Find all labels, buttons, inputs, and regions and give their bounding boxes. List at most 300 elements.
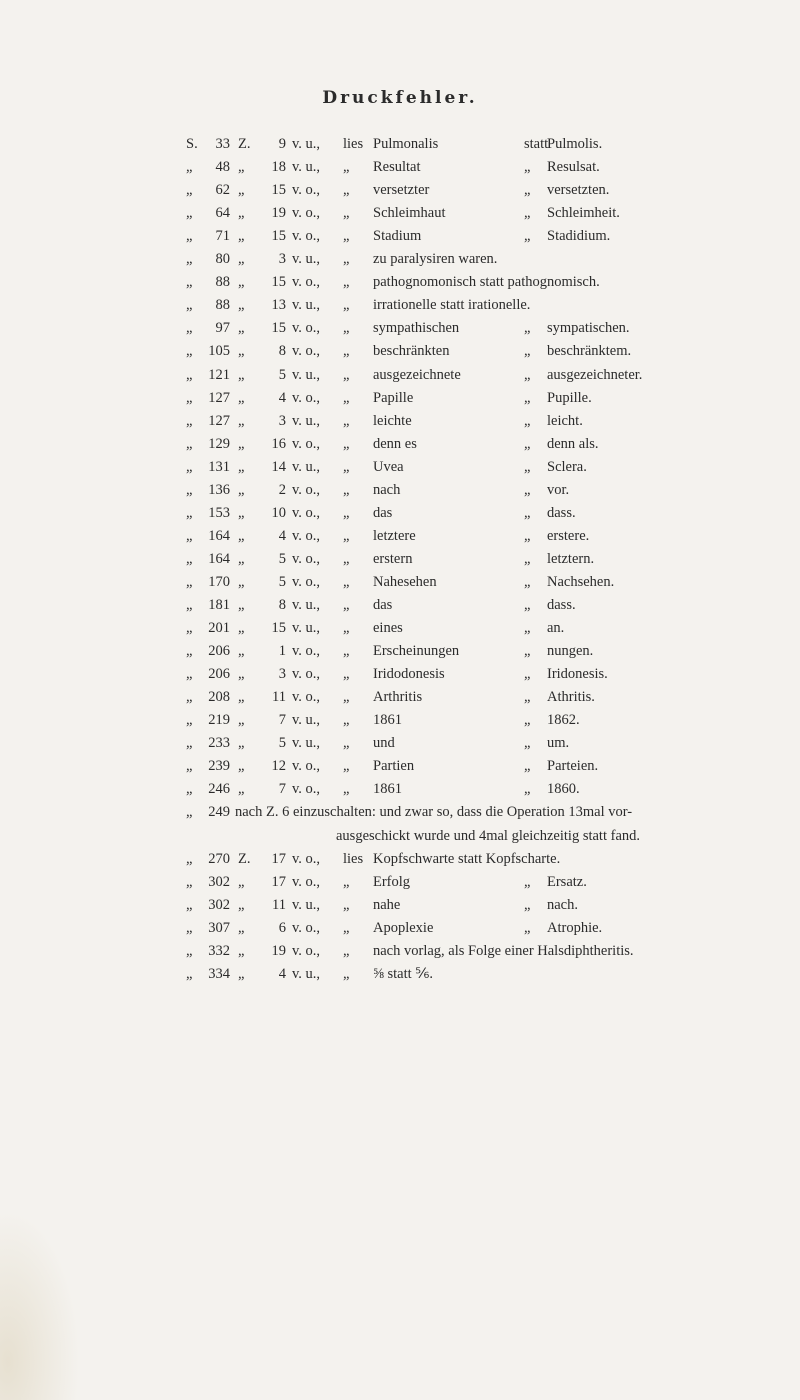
paper-stain — [0, 1210, 80, 1400]
ref-prefix: „ — [186, 435, 193, 452]
ref-prefix: „ — [186, 781, 193, 798]
line-direction: v. o., — [292, 274, 321, 291]
ref-prefix: „ — [186, 228, 193, 245]
ref-prefix: „ — [186, 458, 193, 475]
erroneous-text: sympatischen. — [547, 320, 630, 337]
ref-prefix: „ — [186, 343, 193, 360]
statt-marker: „ — [524, 481, 531, 498]
page-number: 164 — [208, 527, 230, 544]
line-direction: v. o., — [292, 573, 321, 590]
correct-text: Erfolg — [373, 873, 411, 890]
correct-text: Papille — [373, 389, 414, 406]
erratum-row — [0, 872, 800, 892]
ref-prefix: „ — [186, 297, 193, 314]
lies-marker: „ — [343, 942, 350, 959]
lies-marker: „ — [343, 781, 350, 798]
correct-text: Schleimhaut — [373, 205, 446, 222]
erratum-row — [0, 503, 800, 523]
page-number: 206 — [208, 666, 230, 683]
lies-marker: „ — [343, 873, 350, 890]
erratum-row — [0, 595, 800, 615]
page-number: 80 — [215, 251, 230, 268]
erratum-row — [0, 941, 800, 961]
correct-text: Apoplexie — [373, 919, 434, 936]
lies-marker: „ — [343, 919, 350, 936]
correct-text: sympathischen — [373, 320, 460, 337]
erratum-row — [0, 388, 800, 408]
erroneous-text: dass. — [547, 597, 576, 613]
statt-marker: „ — [524, 550, 531, 567]
line-marker: „ — [238, 527, 245, 544]
statt-marker: „ — [524, 389, 531, 406]
correct-text: Resultat — [373, 159, 421, 176]
line-marker: „ — [238, 205, 245, 222]
lies-marker: „ — [343, 620, 350, 637]
correct-text: beschränkten — [373, 343, 450, 360]
line-number: 15 — [271, 320, 286, 337]
erratum-row — [0, 895, 800, 915]
page-number: 48 — [215, 159, 230, 176]
line-direction: v. u., — [292, 136, 321, 152]
correct-text: eines — [373, 620, 403, 637]
ref-prefix: „ — [186, 735, 193, 752]
erratum-row — [0, 157, 800, 177]
correct-text: 1861 — [373, 712, 402, 729]
line-number: 10 — [271, 504, 286, 521]
continuation-text: ausgeschickt wurde und 4mal gleichzeitig statt fand. — [336, 827, 641, 844]
erratum-row — [0, 572, 800, 592]
ref-prefix: „ — [186, 504, 193, 521]
line-number: 5 — [278, 366, 286, 383]
ref-prefix: „ — [186, 366, 193, 383]
lies-marker: „ — [343, 896, 350, 913]
ref-prefix: „ — [186, 274, 193, 291]
erroneous-text: leicht. — [547, 412, 583, 429]
line-number: 17 — [271, 850, 286, 867]
lies-marker: „ — [343, 228, 350, 245]
line-marker: „ — [238, 620, 245, 637]
page-number: 302 — [208, 873, 230, 890]
correct-text: letztere — [373, 527, 416, 544]
correct-text: Arthritis — [373, 689, 423, 706]
erroneous-text: denn als. — [547, 435, 599, 452]
ref-prefix: „ — [186, 942, 193, 959]
erroneous-text: beschränktem. — [547, 343, 632, 360]
lies-marker: „ — [343, 159, 350, 176]
ref-prefix: „ — [186, 712, 193, 729]
line-marker: „ — [238, 758, 245, 775]
page-number: 33 — [215, 136, 230, 152]
statt-marker: „ — [524, 573, 531, 590]
page-number: 71 — [215, 228, 230, 245]
erroneous-text: versetzten. — [547, 182, 610, 199]
erroneous-text: vor. — [547, 481, 570, 498]
line-number: 3 — [278, 251, 286, 268]
line-direction: v. o., — [292, 850, 321, 867]
page-number: 127 — [208, 412, 230, 429]
line-marker: „ — [238, 712, 245, 729]
erroneous-text: Resulsat. — [547, 159, 600, 176]
line-number: 17 — [271, 873, 286, 890]
erratum-row — [0, 365, 800, 385]
statt-marker: „ — [524, 643, 531, 660]
line-direction: v. o., — [292, 873, 321, 890]
line-marker: „ — [238, 597, 245, 613]
lies-marker: „ — [343, 458, 350, 475]
page-number: 88 — [215, 274, 230, 291]
ref-prefix: „ — [186, 481, 193, 498]
erratum-row — [0, 526, 800, 546]
correct-text: versetzter — [373, 182, 430, 199]
erratum-row — [0, 733, 800, 753]
page-number: 136 — [208, 481, 230, 498]
line-direction: v. o., — [292, 942, 321, 959]
page-number: 307 — [208, 919, 230, 936]
erroneous-text: um. — [547, 735, 570, 752]
line-number: 2 — [278, 481, 286, 498]
line-marker: „ — [238, 435, 245, 452]
erratum-row — [0, 549, 800, 569]
statt-marker: „ — [524, 458, 531, 475]
ref-prefix: „ — [186, 643, 193, 660]
line-direction: v. o., — [292, 504, 321, 521]
erratum-row — [0, 203, 800, 223]
erroneous-text: Sclera. — [547, 458, 587, 475]
erroneous-text: 1860. — [547, 781, 580, 798]
page-number: 246 — [208, 781, 230, 798]
line-number: 11 — [272, 896, 286, 913]
line-number: 4 — [278, 965, 286, 982]
ref-prefix: „ — [186, 850, 193, 867]
line-marker: „ — [238, 389, 245, 406]
lies-marker: „ — [343, 412, 350, 429]
erratum-row — [0, 802, 800, 822]
ref-prefix: „ — [186, 758, 193, 775]
line-direction: v. o., — [292, 758, 321, 775]
page-title: Druckfehler. — [322, 88, 478, 108]
statt-marker: „ — [524, 228, 531, 245]
page-number: 88 — [215, 297, 230, 314]
statt-marker: „ — [524, 735, 531, 752]
correct-text: und — [373, 735, 395, 752]
statt-marker: „ — [524, 689, 531, 706]
ref-prefix: „ — [186, 804, 193, 821]
ref-prefix: „ — [186, 527, 193, 544]
line-direction: v. o., — [292, 527, 321, 544]
line-direction: v. o., — [292, 389, 321, 406]
page-number: 219 — [208, 712, 230, 729]
page-number: 153 — [208, 504, 230, 521]
erroneous-text: nungen. — [547, 643, 594, 660]
lies-marker: „ — [343, 550, 350, 567]
statt-marker: „ — [524, 712, 531, 729]
lies-marker: „ — [343, 389, 350, 406]
ref-prefix: „ — [186, 689, 193, 706]
line-direction: v. u., — [292, 458, 321, 475]
correct-text: Nahesehen — [373, 573, 437, 590]
line-direction: v. o., — [292, 343, 321, 360]
ref-prefix: „ — [186, 205, 193, 222]
line-marker: „ — [238, 320, 245, 337]
ref-prefix: „ — [186, 597, 193, 613]
line-marker: „ — [238, 643, 245, 660]
statt-marker: „ — [524, 873, 531, 890]
lies-marker: „ — [343, 597, 350, 613]
page-number: 249 — [208, 804, 230, 821]
lies-marker: „ — [343, 366, 350, 383]
lies-marker: lies — [343, 850, 364, 867]
line-number: 14 — [271, 458, 286, 475]
page-number: 121 — [208, 366, 230, 383]
line-direction: v. o., — [292, 205, 321, 222]
line-marker: „ — [238, 228, 245, 245]
line-direction: v. u., — [292, 159, 321, 176]
lies-marker: „ — [343, 712, 350, 729]
line-number: 19 — [271, 942, 286, 959]
erratum-row — [0, 964, 800, 984]
line-direction: v. u., — [292, 712, 321, 729]
line-direction: v. o., — [292, 781, 321, 798]
line-marker: „ — [238, 159, 245, 176]
statt-marker: „ — [524, 159, 531, 176]
correct-text: Pulmonalis — [373, 136, 439, 152]
page-number: 270 — [208, 850, 230, 867]
lies-marker: „ — [343, 758, 350, 775]
erratum-row — [0, 641, 800, 661]
statt-marker: „ — [524, 597, 531, 613]
ref-prefix: „ — [186, 412, 193, 429]
erratum-row — [0, 826, 800, 846]
lies-marker: „ — [343, 274, 350, 291]
line-direction: v. o., — [292, 643, 321, 660]
ref-prefix: „ — [186, 182, 193, 199]
erroneous-text: Pulmolis. — [547, 136, 603, 152]
line-marker: „ — [238, 666, 245, 683]
line-marker: „ — [238, 919, 245, 936]
line-number: 13 — [271, 297, 286, 314]
erroneous-text: an. — [547, 620, 565, 637]
line-number: 5 — [278, 550, 286, 567]
line-marker: „ — [238, 412, 245, 429]
erroneous-text: letztern. — [547, 550, 595, 567]
line-number: 6 — [278, 919, 286, 936]
line-marker: „ — [238, 735, 245, 752]
correct-text: denn es — [373, 435, 417, 452]
ref-prefix: „ — [186, 320, 193, 337]
line-direction: v. o., — [292, 919, 321, 936]
erroneous-text: Iridonesis. — [547, 666, 608, 683]
erratum-row — [0, 295, 800, 315]
ref-prefix: „ — [186, 896, 193, 913]
correct-text: erstern — [373, 550, 413, 567]
line-number: 12 — [271, 758, 286, 775]
statt-marker: statt — [524, 136, 549, 152]
ref-prefix: S. — [186, 136, 198, 152]
statt-marker: „ — [524, 205, 531, 222]
lies-marker: lies — [343, 136, 364, 152]
erratum-row — [0, 618, 800, 638]
page-number: 302 — [208, 896, 230, 913]
lies-marker: „ — [343, 643, 350, 660]
ref-prefix: „ — [186, 873, 193, 890]
line-direction: v. o., — [292, 320, 321, 337]
lies-marker: „ — [343, 343, 350, 360]
ref-prefix: „ — [186, 550, 193, 567]
statt-marker: „ — [524, 435, 531, 452]
line-marker: „ — [238, 781, 245, 798]
line-number: 11 — [272, 689, 286, 706]
page-number: 239 — [208, 758, 230, 775]
line-number: 4 — [278, 527, 286, 544]
page-number: 105 — [208, 343, 230, 360]
line-number: 18 — [271, 159, 286, 176]
erroneous-text: Nachsehen. — [547, 573, 615, 590]
page-number: 170 — [208, 573, 230, 590]
line-direction: v. u., — [292, 597, 321, 613]
line-marker: „ — [238, 896, 245, 913]
page-number: 332 — [208, 942, 230, 959]
erroneous-text: erstere. — [547, 527, 590, 544]
ref-prefix: „ — [186, 919, 193, 936]
lies-marker: „ — [343, 182, 350, 199]
page-number: 127 — [208, 389, 230, 406]
statt-marker: „ — [524, 504, 531, 521]
erratum-row — [0, 457, 800, 477]
erratum-row — [0, 318, 800, 338]
correct-text: 1861 — [373, 781, 402, 798]
line-number: 15 — [271, 182, 286, 199]
ref-prefix: „ — [186, 159, 193, 176]
erratum-row — [0, 226, 800, 246]
line-marker: Z. — [238, 136, 251, 152]
statt-marker: „ — [524, 182, 531, 199]
lies-marker: „ — [343, 573, 350, 590]
line-number: 8 — [278, 343, 286, 360]
statt-marker: „ — [524, 758, 531, 775]
correct-text: Uvea — [373, 458, 404, 475]
lies-marker: „ — [343, 251, 350, 268]
line-marker: „ — [238, 965, 245, 982]
erroneous-text: Schleimheit. — [547, 205, 620, 222]
lies-marker: „ — [343, 527, 350, 544]
statt-marker: „ — [524, 620, 531, 637]
lies-marker: „ — [343, 965, 350, 982]
correct-text: das — [373, 597, 393, 613]
erratum-row — [0, 272, 800, 292]
ref-prefix: „ — [186, 389, 193, 406]
lies-marker: „ — [343, 504, 350, 521]
erratum-row — [0, 779, 800, 799]
erratum-row — [0, 918, 800, 938]
page-number: 129 — [208, 435, 230, 452]
statt-marker: „ — [524, 896, 531, 913]
erroneous-text: ausgezeichneter. — [547, 366, 643, 383]
erroneous-text: 1862. — [547, 712, 580, 729]
lies-marker: „ — [343, 666, 350, 683]
line-direction: v. u., — [292, 297, 321, 314]
erroneous-text: Ersatz. — [547, 873, 587, 890]
line-number: 3 — [278, 412, 286, 429]
correction-text: nach vorlag, als Folge einer Halsdiphtheritis. — [373, 942, 634, 959]
line-number: 5 — [278, 573, 286, 590]
lies-marker: „ — [343, 205, 350, 222]
ref-prefix: „ — [186, 573, 193, 590]
erratum-row — [0, 434, 800, 454]
line-direction: v. u., — [292, 412, 321, 429]
statt-marker: „ — [524, 527, 531, 544]
line-direction: v. o., — [292, 689, 321, 706]
line-marker: „ — [238, 182, 245, 199]
line-marker: „ — [238, 481, 245, 498]
statt-marker: „ — [524, 320, 531, 337]
correct-text: Stadium — [373, 228, 422, 245]
statt-marker: „ — [524, 343, 531, 360]
erroneous-text: Stadidium. — [547, 228, 611, 245]
line-marker: Z. — [238, 850, 251, 867]
line-number: 3 — [278, 666, 286, 683]
statt-marker: „ — [524, 666, 531, 683]
line-marker: „ — [238, 689, 245, 706]
erroneous-text: Parteien. — [547, 758, 599, 775]
line-number: 5 — [278, 735, 286, 752]
page-number: 64 — [215, 205, 230, 222]
correction-text: irrationelle statt irationelle. — [373, 297, 531, 314]
erratum-row — [0, 756, 800, 776]
line-number: 8 — [278, 597, 286, 613]
lies-marker: „ — [343, 735, 350, 752]
line-direction: v. o., — [292, 481, 321, 498]
correct-text: leichte — [373, 412, 412, 429]
ref-prefix: „ — [186, 620, 193, 637]
line-direction: v. o., — [292, 666, 321, 683]
page-number: 97 — [215, 320, 230, 337]
line-direction: v. u., — [292, 366, 321, 383]
line-direction: v. u., — [292, 251, 321, 268]
correction-text: ⅝ statt ⅚. — [373, 965, 433, 982]
line-number: 15 — [271, 228, 286, 245]
lies-marker: „ — [343, 481, 350, 498]
erratum-row — [0, 664, 800, 684]
line-direction: v. u., — [292, 965, 321, 982]
statt-marker: „ — [524, 781, 531, 798]
line-number: 9 — [278, 136, 286, 152]
line-number: 4 — [278, 389, 286, 406]
lies-marker: „ — [343, 689, 350, 706]
statt-marker: „ — [524, 919, 531, 936]
line-marker: „ — [238, 297, 245, 314]
correct-text: Partien — [373, 758, 415, 775]
correction-text: nach Z. 6 einzuschalten: und zwar so, dass die Operation 13mal vor- — [235, 804, 633, 821]
correct-text: Iridodonesis — [373, 666, 445, 683]
erroneous-text: Atrophie. — [547, 919, 603, 936]
line-marker: „ — [238, 251, 245, 268]
line-marker: „ — [238, 942, 245, 959]
line-number: 7 — [278, 712, 286, 729]
statt-marker: „ — [524, 366, 531, 383]
line-direction: v. o., — [292, 435, 321, 452]
lies-marker: „ — [343, 435, 350, 452]
line-direction: v. u., — [292, 620, 321, 637]
page-number: 233 — [208, 735, 230, 752]
erroneous-text: dass. — [547, 504, 576, 521]
ref-prefix: „ — [186, 666, 193, 683]
line-marker: „ — [238, 550, 245, 567]
erratum-row — [0, 480, 800, 500]
correct-text: nahe — [373, 896, 401, 913]
erroneous-text: Pupille. — [547, 389, 592, 406]
erratum-row — [0, 134, 800, 154]
line-number: 15 — [271, 620, 286, 637]
